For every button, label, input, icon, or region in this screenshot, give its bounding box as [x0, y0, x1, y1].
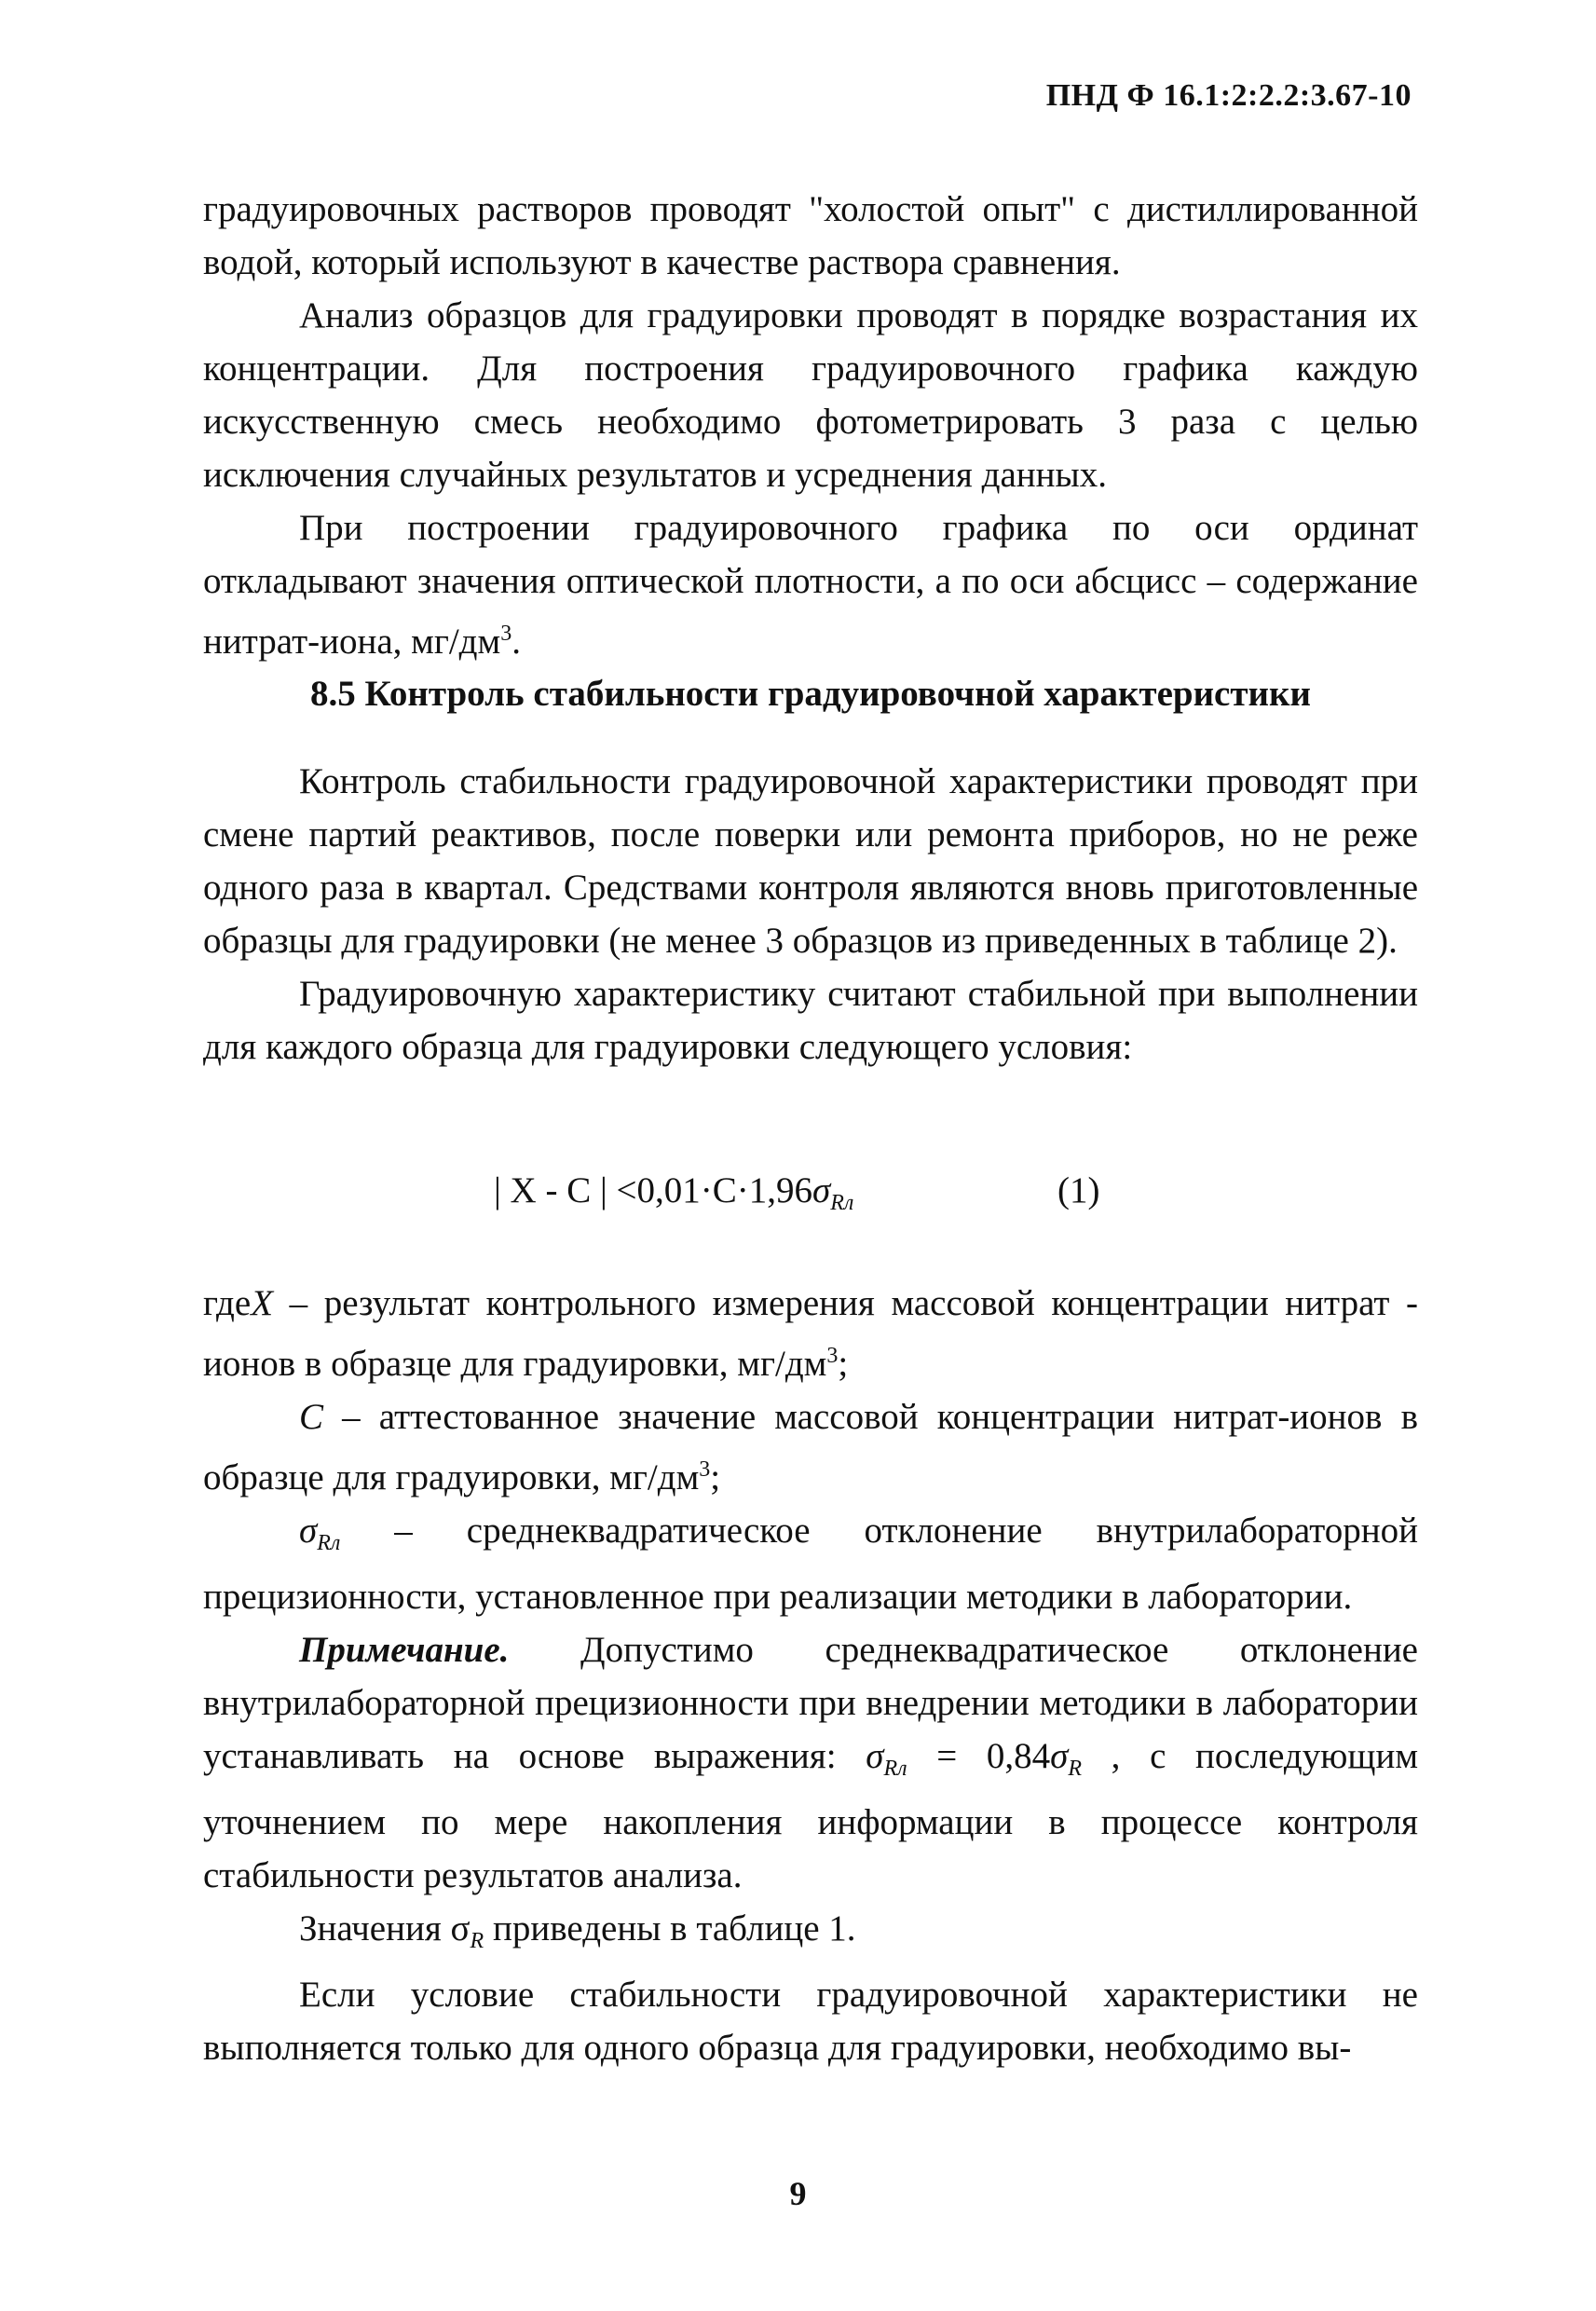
- paragraph-sigma-values: [203, 1902, 1418, 1968]
- unit-superscript: 3: [500, 622, 512, 646]
- text-block-control: [203, 755, 1418, 1073]
- graph-axes-text: При построении градуировочного графика по оси ординат откладывают значения оптической плотности, а по оси абсцисс – содержание нитрат-иона, мг/дм: [203, 508, 1418, 662]
- definition-x-text: – результат контрольного измерения массовой концентрации нитрат - ионов в образце для градуировки, мг/дм: [203, 1283, 1418, 1384]
- paragraph-blank-test: градуировочных растворов проводят "холостой опыт" с дистиллированной водой, который используют в качестве раствора сравнения.: [203, 189, 1418, 282]
- variable-c: C: [299, 1397, 324, 1437]
- note-text-2: , с последующим уточнением по мере накопления информации в процессе контроля стабильности результатов анализа.: [203, 1736, 1418, 1895]
- unit-superscript-x: 3: [826, 1344, 839, 1368]
- sigma-subscript: Rл: [317, 1531, 341, 1555]
- note-label: Примечание.: [299, 1630, 510, 1670]
- note-sigma-subscript-2: R: [1068, 1757, 1083, 1781]
- formula-expression: [494, 1169, 853, 1216]
- text-block-definitions: [203, 1277, 1418, 2074]
- graph-axes-end: .: [512, 622, 521, 662]
- paragraph-graph-axes: [203, 501, 1418, 668]
- sigma-values-subscript: R: [470, 1929, 484, 1953]
- section-heading: [203, 673, 1418, 715]
- where-prefix: где: [203, 1283, 252, 1323]
- sigma-values-pre: Значения: [299, 1908, 451, 1949]
- section-number: 8.5: [310, 674, 356, 714]
- variable-x: X: [251, 1283, 274, 1323]
- section-title: Контроль стабильности градуировочной характеристики: [364, 674, 1311, 714]
- formula-main: | X - C | <0,01·C·1,96: [494, 1170, 813, 1210]
- sigma-values-symbol: σ: [450, 1908, 471, 1949]
- semicolon-x: ;: [838, 1344, 849, 1384]
- definition-c: [203, 1390, 1418, 1504]
- formula-sigma-subscript: Rл: [830, 1191, 854, 1215]
- paragraph-control-schedule: Контроль стабильности градуировочной характеристики проводят при смене партий реактивов, после поверки или ремонта приборов, но не реже одного раза в квартал. Средствами контроля являются вновь приготовленные образцы для градуировки (не менее 3 образцов из приведенных в таблице 2).: [203, 761, 1418, 961]
- page-number: 9: [789, 2175, 807, 2212]
- definition-sigma-text: – среднеквадратическое отклонение внутрилабораторной прецизионности, установленное при реализации методики в лаборатории.: [203, 1511, 1418, 1617]
- note-sigma-subscript-1: Rл: [883, 1757, 907, 1781]
- note-sigma-1: σ: [866, 1736, 884, 1776]
- note-paragraph: [203, 1623, 1418, 1902]
- note-equation: = 0,84: [907, 1736, 1051, 1776]
- paragraph-instability: Если условие стабильности градуировочной характеристики не выполняется только для одного образца для градуировки, необходимо вы-: [203, 1975, 1418, 2068]
- semicolon-c: ;: [710, 1457, 721, 1497]
- formula-number: (1): [1057, 1170, 1100, 1210]
- variable-sigma: σ: [299, 1511, 318, 1551]
- formula-sigma: σ: [812, 1170, 831, 1210]
- formula-1: [494, 1169, 1239, 1225]
- definition-x: [203, 1277, 1418, 1390]
- note-sigma-2: σ: [1050, 1736, 1069, 1776]
- document-code-header: ПНД Ф 16.1:2:2.2:3.67-10: [1045, 78, 1412, 113]
- paragraph-analysis-order: Анализ образцов для градуировки проводят в порядке возрастания их концентрации. Для построения градуировочного графика каждую искусственную смесь необходимо фотометрировать 3 раза с целью исключения случайных результатов и усреднения данных.: [203, 295, 1418, 495]
- definition-c-text: – аттестованное значение массовой концентрации нитрат-ионов в образце для градуировки, мг/дм: [203, 1397, 1418, 1497]
- unit-superscript-c: 3: [699, 1457, 711, 1482]
- note-text-1: Допустимо среднеквадратическое отклонение внутрилабораторной прецизионности при внедрении методики в лаборатории устанавливать на основе выражения:: [203, 1630, 1418, 1776]
- definition-sigma: [203, 1504, 1418, 1623]
- sigma-values-post: приведены в таблице 1.: [484, 1908, 856, 1949]
- paragraph-stability-condition: Градуировочную характеристику считают стабильной при выполнении для каждого образца для градуировки следующего условия:: [203, 974, 1418, 1067]
- text-block-top: [203, 183, 1418, 668]
